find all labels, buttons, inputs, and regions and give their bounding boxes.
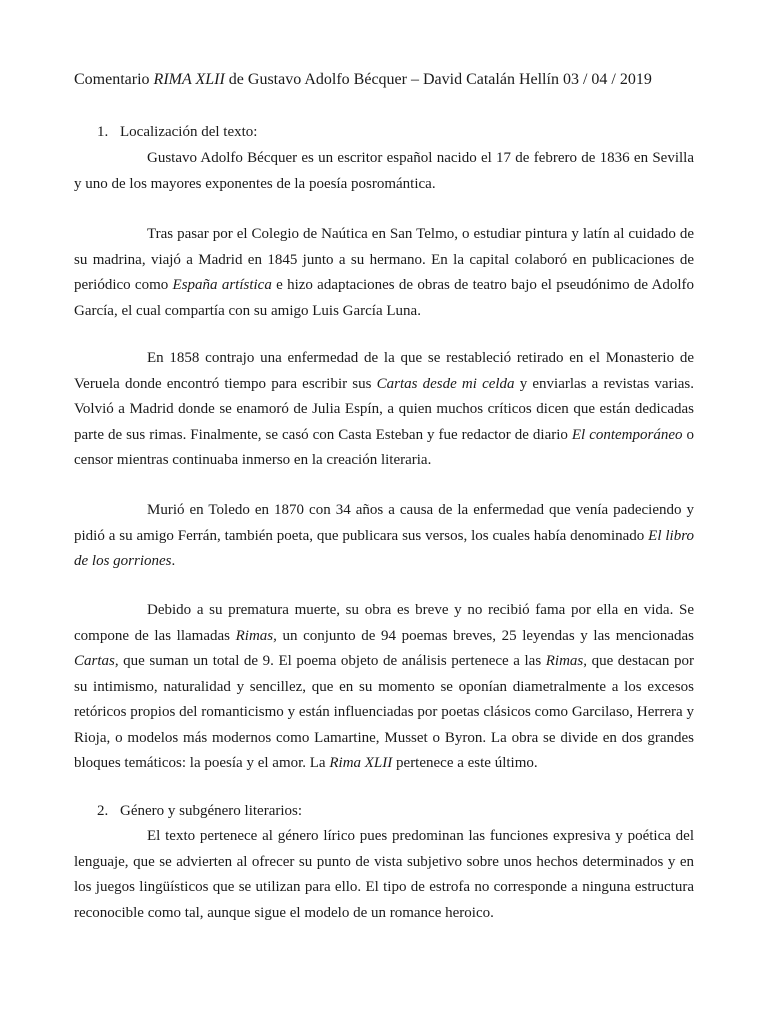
paragraph-4-italic-1: El libro de los gorriones	[74, 527, 694, 569]
title-suffix: de Gustavo Adolfo Bécquer – David Catalán Hellín 03 / 04 / 2019	[224, 71, 652, 88]
paragraph-5-italic-3: Rimas	[545, 653, 584, 669]
section-2-number: 2.	[97, 803, 109, 819]
paragraph-3-text-b: y enviarlas a revistas varias. Volvió a Madrid donde se enamoró de Julia Espín, a quien muchos críticos dicen que están dedicadas parte de sus rimas. Finalmente, se casó con Casta Esteban y fue redactor de diario	[74, 375, 694, 443]
paragraph-3-text-a: En 1858 contrajo una enfermedad de la que se restableció retirado en el Monasterio de Veruela donde encontró tiempo para escribir sus	[74, 350, 694, 392]
section-1-heading	[97, 121, 257, 143]
paragraph-3-italic-2: El contemporáneo	[571, 426, 683, 443]
paragraph-4-text-a: Murió en Toledo en 1870 con 34 años a causa de la enfermedad que venía padeciendo y pidió a su amigo Ferrán, también poeta, que publicara sus versos, los cuales había denominado	[74, 502, 694, 544]
paragraph-5-italic-1: Rimas,	[235, 627, 277, 644]
paragraph-5-italic-4: Rima XLII	[329, 755, 393, 771]
paragraph-5-text-a: Debido a su prematura muerte, su obra es breve y no recibió fama por ella en vida. Se compone de las llamadas	[74, 602, 694, 644]
section-2-label: Género y subgénero literarios:	[120, 803, 303, 819]
paragraph-5-italic-2: Cartas	[74, 653, 115, 669]
paragraph-6-text: El texto pertenece al género lírico pues predominan las funciones expresiva y poética del lenguaje, que se advierten al ofrecer su punto de vista subjetivo sobre unos hechos determinados y en los juegos lingüísticos que se utilizan para ello. El tipo de estrofa no corresponde a ninguna estructura reconocible como tal, aunque sigue el modelo de un romance heroico.	[74, 828, 694, 921]
section-2-heading	[97, 800, 302, 822]
paragraph-5-text-c: , que suman un total de 9. El poema objeto de análisis pertenece a las	[114, 653, 546, 669]
paragraph-2-text-a: Tras pasar por el Colegio de Naútica en San Telmo, o estudiar pintura y latín al cuidado de su madrina, viajó a Madrid en 1845 junto a su hermano. En la capital colaboró en publicaciones de periódico como	[74, 226, 694, 293]
paragraph-5	[74, 598, 694, 777]
paragraph-1-text: Gustavo Adolfo Bécquer es un escritor español nacido el 17 de febrero de 1836 en Sevilla y uno de los mayores exponentes de la poesía posromántica.	[74, 150, 694, 192]
paragraph-5-text-e: pertenece a este último.	[392, 755, 538, 771]
title-prefix: Comentario	[74, 71, 154, 88]
paragraph-4-text-b: .	[171, 553, 176, 569]
paragraph-2-italic-1: España artística	[172, 277, 272, 293]
paragraph-2	[74, 222, 694, 324]
paragraph-5-text-b: un conjunto de 94 poemas breves, 25 leyendas y las mencionadas	[276, 627, 695, 644]
title-work: RIMA XLII	[153, 71, 225, 88]
paragraph-3-italic-1: Cartas desde mi celda	[376, 375, 515, 392]
paragraph-1	[74, 146, 694, 197]
paragraph-6	[74, 824, 694, 926]
paragraph-2-text-b: e hizo adaptaciones de obras de teatro bajo el pseudónimo de Adolfo García, el cual compartía con su amigo Luis García Luna.	[74, 277, 694, 319]
paragraph-3-text-c: o censor mientras continuaba inmerso en la creación literaria.	[74, 426, 694, 468]
section-1-label: Localización del texto:	[120, 124, 258, 140]
paragraph-5-text-d: , que destacan por su intimismo, naturalidad y sencillez, que en su momento se oponían diametralmente a los excesos retóricos propios del romanticismo y están influenciadas por poetas clásicos como Garcilaso, Herrera y Rioja, o modelos más modernos como Lamartine, Musset o Byron. La obra se divide en dos grandes bloques temáticos: la poesía y el amor. La	[74, 653, 694, 771]
paragraph-4	[74, 498, 694, 575]
paragraph-3	[74, 346, 694, 474]
document-title	[74, 68, 652, 92]
section-1-number: 1.	[97, 124, 109, 140]
